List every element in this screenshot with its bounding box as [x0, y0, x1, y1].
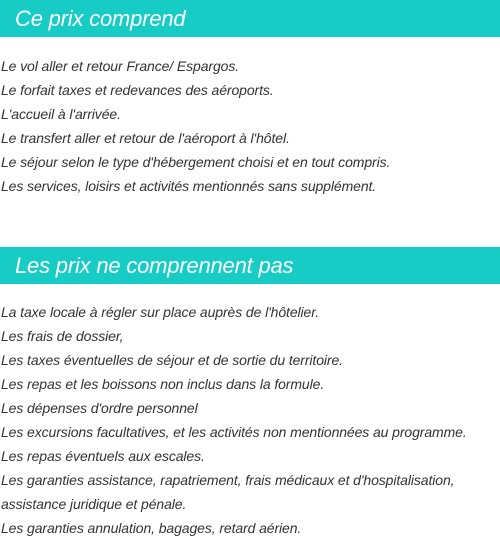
excluded-section-header — [0, 247, 500, 284]
list-item: Les repas et les boissons non inclus dans la formule. — [1, 376, 325, 392]
list-item: Les services, loisirs et activités mentionnés sans supplément. — [1, 178, 377, 194]
list-item: Le vol aller et retour France/ Espargos. — [1, 58, 240, 74]
list-item: Les excursions facultatives, et les activités non mentionnées au programme. — [1, 424, 467, 440]
list-item: Le séjour selon le type d'hébergement choisi et en tout compris. — [1, 154, 391, 170]
list-item: Les garanties assistance, rapatriement, frais médicaux et d'hospitalisation, — [1, 472, 455, 488]
excluded-section-title: Les prix ne comprennent pas — [15, 252, 294, 278]
excluded-items-list — [1, 300, 467, 540]
list-item: Le transfert aller et retour de l'aéroport à l'hôtel. — [1, 130, 290, 146]
list-item: Le forfait taxes et redevances des aéroports. — [1, 82, 274, 98]
list-item: Les frais de dossier, — [1, 328, 124, 344]
list-item: Les dépenses d'ordre personnel — [1, 400, 198, 416]
list-item: Les garanties annulation, bagages, retard aérien. — [1, 520, 302, 536]
included-items-list — [1, 54, 390, 198]
list-item: La taxe locale à régler sur place auprès de l'hôtelier. — [1, 304, 320, 320]
included-section-title: Ce prix comprend — [15, 5, 186, 31]
list-item: Les repas éventuels aux escales. — [1, 448, 205, 464]
included-section-header — [0, 0, 500, 37]
list-item: Les taxes éventuelles de séjour et de sortie du territoire. — [1, 352, 343, 368]
list-item: L'accueil à l'arrivée. — [1, 106, 121, 122]
list-item: assistance juridique et pénale. — [1, 496, 187, 512]
